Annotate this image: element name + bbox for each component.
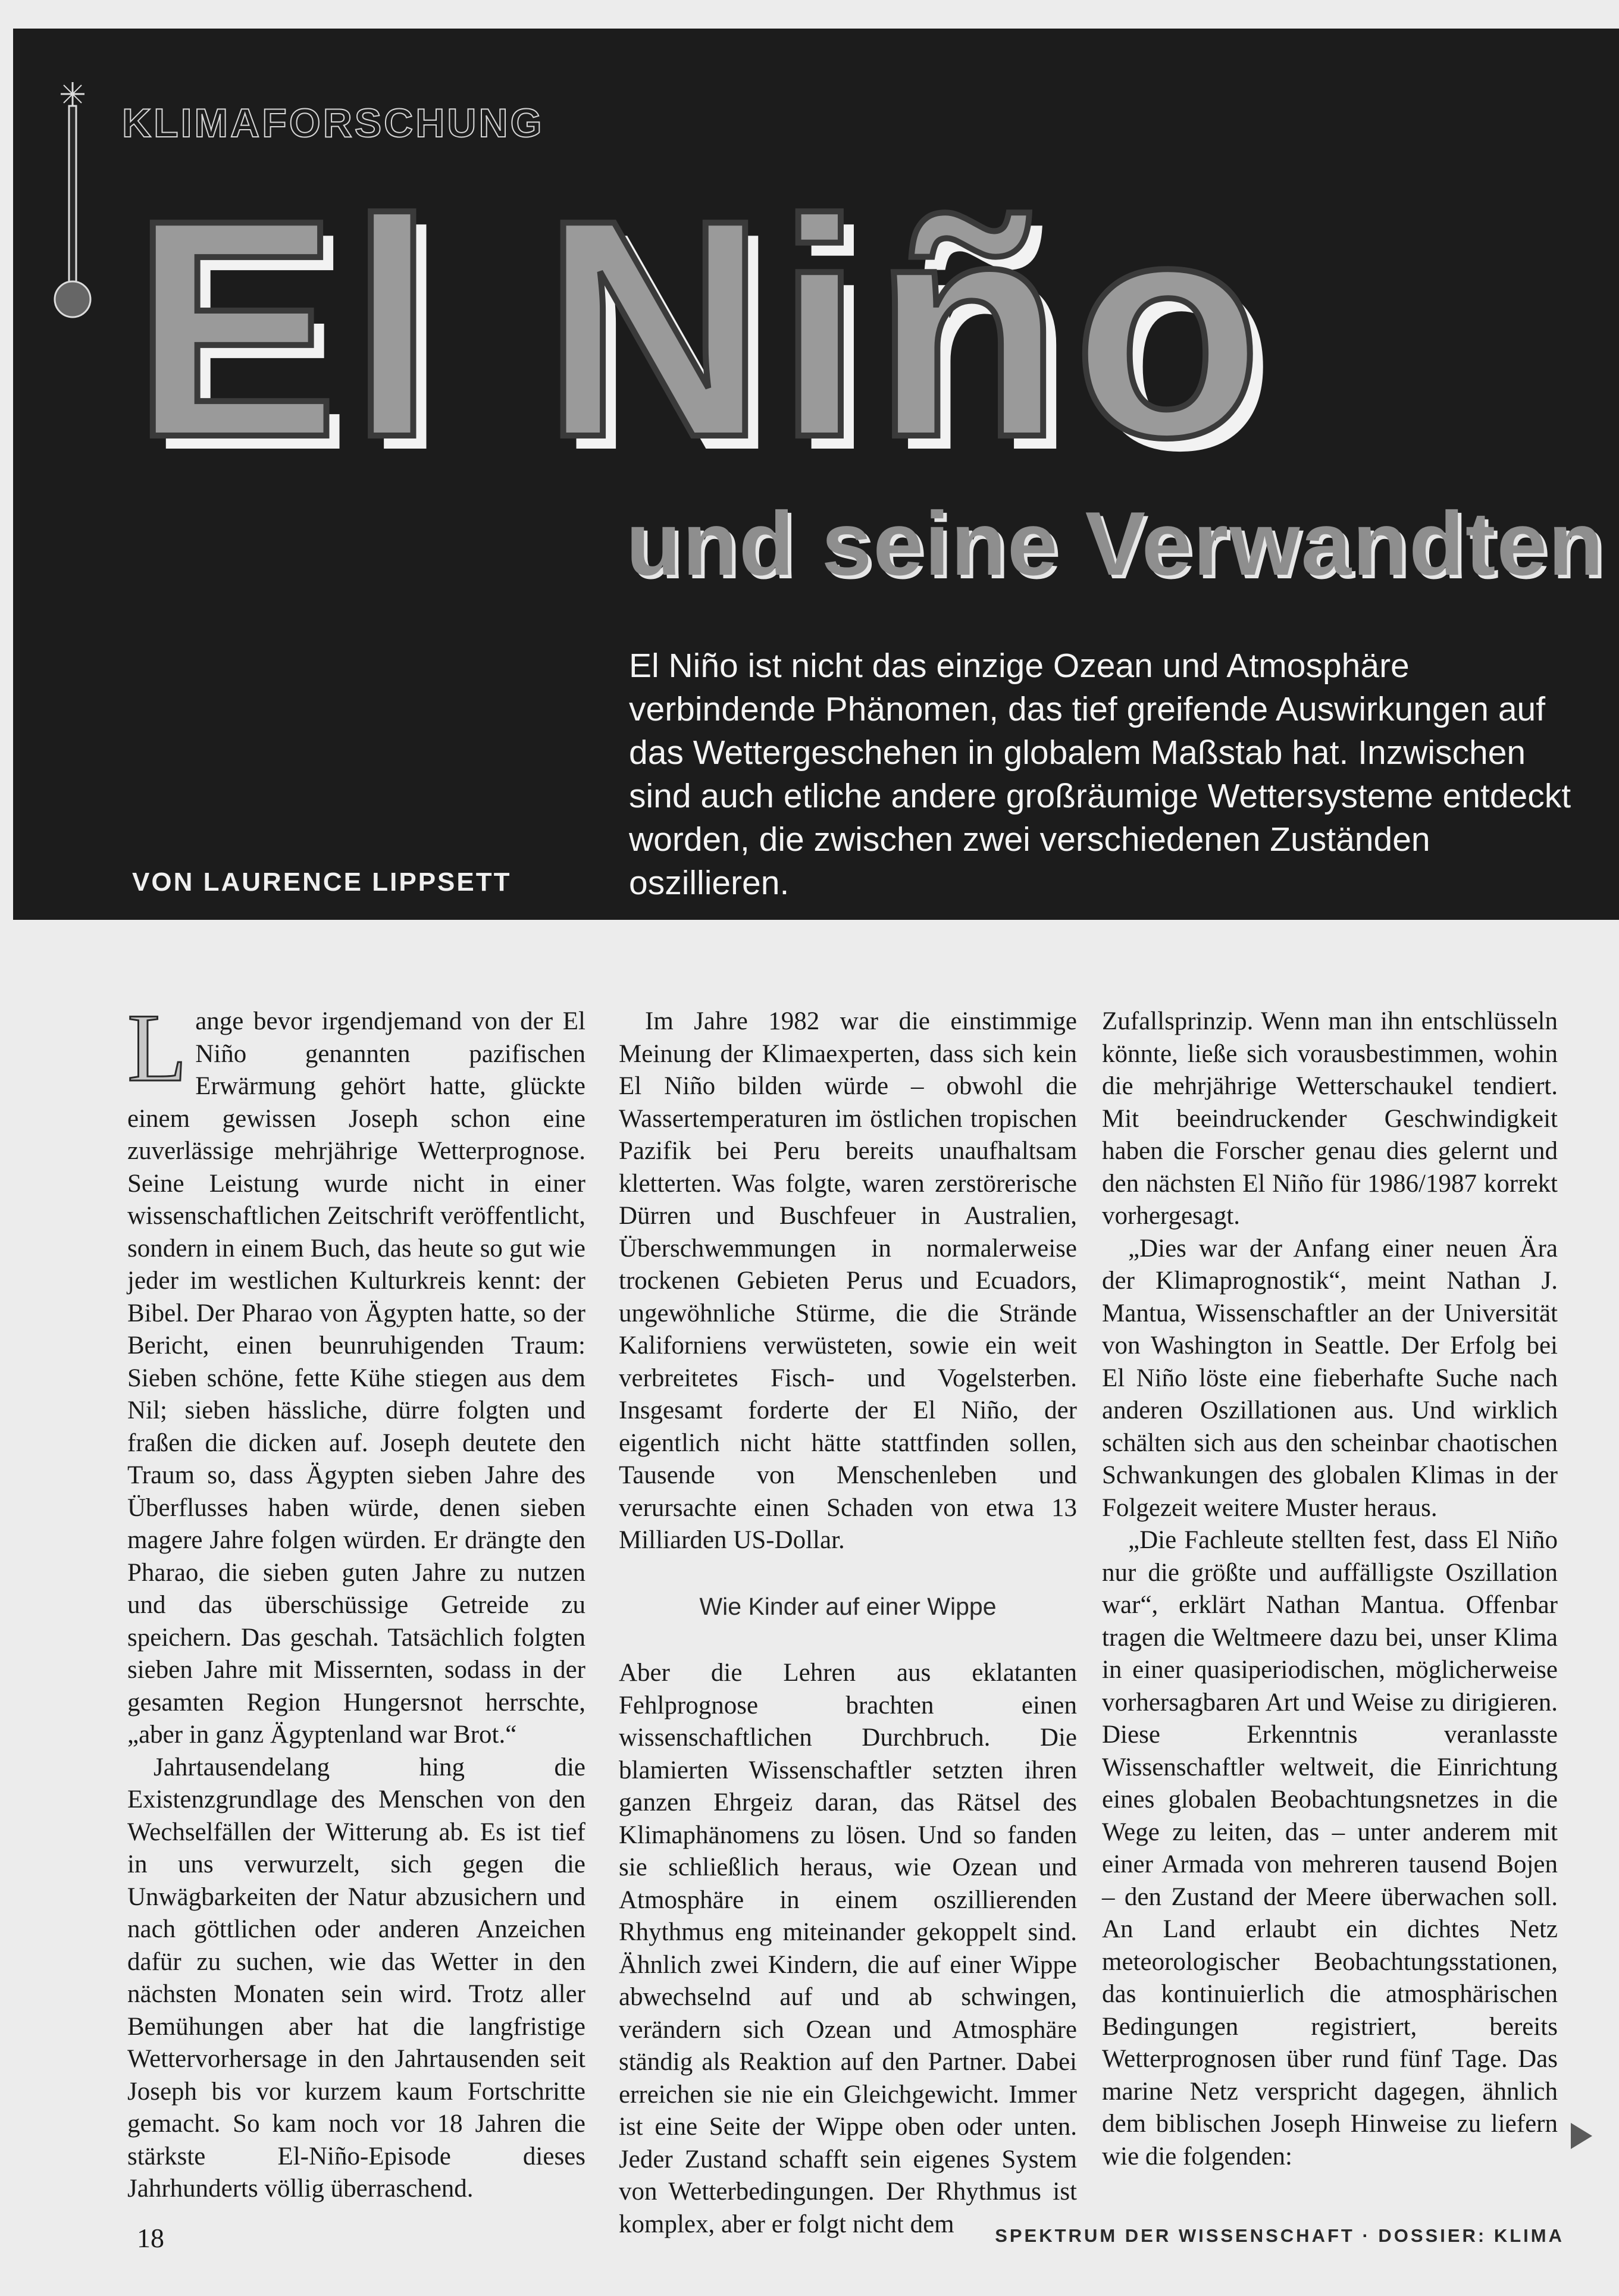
article-column-2 [619, 1006, 1077, 2241]
paragraph: Im Jahre 1982 war die einstimmige Meinung der Klimaexperten, dass sich kein El Niño bilden würde – obwohl die Wassertemperaturen im östlichen tropischen Pazifik bei Peru bereits unaufhaltsam kletterten. Was folgte, waren zerstörerische Dürren und Buschfeuer in Australien, Überschwemmungen in normalerweise trockenen Gebieten Perus und Ecuadors, ungewöhnliche Stürme, die die Strände Kaliforniens verwüsteten, sowie ein weit verbreitetes Fisch- und Vogelsterben. Insgesamt forderte der El Niño, der eigentlich nicht hätte stattfinden sollen, Tausende von Menschenleben und verursachte einen Schaden von etwa 13 Milliarden US-Dollar. [619, 1007, 1077, 1554]
paragraph: „Dies war der Anfang einer neuen Ära der Klimaprognostik“, meint Nathan J. Mantua, Wissenschaftler an der Universität von Washington in Seattle. Der Erfolg bei El Niño löste eine fieberhafte Suche nach anderen Oszillationen aus. Und wirklich schälten sich aus den scheinbar chaotischen Schwankungen des globalen Klimas in der Folgezeit weitere Muster heraus. [1102, 1234, 1558, 1522]
page-number: 18 [137, 2223, 164, 2253]
author-byline: VON LAURENCE LIPPSETT [132, 867, 512, 897]
article-column-1 [127, 994, 585, 2206]
continue-arrow-icon [1571, 2123, 1592, 2149]
section-kicker: KLIMAFORSCHUNG [122, 101, 544, 146]
article-lead: El Niño ist nicht das einzige Ozean und Atmosphäre verbindende Phänomen, das tief greifende Auswirkungen auf das Wettergeschehen in globalem Maßstab hat. Inzwischen sind auch etliche andere großräumige Wettersysteme entdeckt worden, die zwischen zwei verschiedenen Zuständen oszillieren. [629, 647, 1571, 902]
paragraph: Aber die Lehren aus eklatanten Fehlprognose brachten einen wissenschaftlichen Durchbruch. Die blamierten Wissenschaftler setzten ihren ganzen Ehrgeiz daran, das Rätsel des Klimaphänomens zu lösen. Und so fanden sie schließlich heraus, wie Ozean und Atmosphäre in einem oszillierenden Rhythmus eng miteinander gekoppelt sind. Ähnlich zwei Kindern, die auf einer Wippe abwechselnd auf und ab schwingen, verändern sich Ozean und Atmosphäre ständig als Reaktion auf den Partner. Dabei erreichen sie nie ein Gleichgewicht. Immer ist eine Seite der Wippe oben oder unten. Jeder Zustand schafft sein eigenes System von Wetterbedingungen. Der Rhythmus ist komplex, aber er folgt nicht dem [619, 1659, 1077, 2238]
article-header [13, 29, 1619, 920]
paragraph [127, 994, 585, 1752]
paragraph: Zufallsprinzip. Wenn man ihn entschlüsseln könnte, ließe sich vorausbestimmen, wohin die mehrjährige Wetterschaukel tendiert. Mit beeindruckender Geschwindigkeit haben die Forscher genau dies gelernt und den nächsten El Niño für 1986/1987 korrekt vorhergesagt. [1102, 1007, 1558, 1230]
paragraph-text: ange bevor irgendjemand von der El Niño genannten pazifischen Erwärmung gehört hatte, glückte einem gewissen Joseph schon eine zuverlässige mehrjährige Wetterprognose. Seine Leistung wurde nicht in einer wissenschaftlichen Zeitschrift veröffentlicht, sondern in einem Buch, das heute so gut wie jeder im westlichen Kulturkreis kennt: der Bibel. Der Pharao von Ägypten hatte, so der Bericht, einen beunruhigenden Traum: Sieben schöne, fette Kühe stiegen aus dem Nil; sieben hässliche, dürre folgten und fraßen die dicken auf. Joseph deutete den Traum so, dass Ägypten sieben Jahre des Überflusses haben würde, denen sieben magere Jahre folgen würden. Er drängte den Pharao, die sieben guten Jahre zu nutzen und das überschüssige Getreide zu speichern. Das geschah. Tatsächlich folgten sieben Jahre mit Missernten, sodass in der gesamten Region Hungersnot herrschte, „aber in ganz Ägyptenland war Brot.“ [127, 1007, 585, 1749]
paragraph: Jahrtausendelang hing die Existenzgrundlage des Menschen von den Wechselfällen der Witterung ab. Es ist tief in uns verwurzelt, sich gegen die Unwägbarkeiten der Natur abzusichern und nach göttlichen oder anderen Anzeichen dafür zu suchen, wie das Wetter in den nächsten Monaten sein wird. Trotz aller Bemühungen aber hat die langfristige Wettervorhersage in den Jahrtausenden seit Joseph bis vor kurzem kaum Fortschritte gemacht. So kam noch vor 18 Jahren die stärkste El-Niño-Episode dieses Jahrhunderts völlig überraschend. [127, 1753, 585, 2203]
article-subtitle: und seine Verwandten [626, 493, 1605, 594]
section-subheading: Wie Kinder auf einer Wippe [699, 1592, 997, 1620]
drop-cap: L [127, 994, 187, 1102]
article-title: El Niño [132, 156, 1273, 502]
paragraph: „Die Fachleute stellten fest, dass El Niño nur die größte und auffälligste Oszillation war“, erklärt Nathan Mantua. Offenbar tragen die Weltmeere dazu bei, unser Klima in einer quasiperiodischen, möglicherweise vorhersagbaren Art und Weise zu dirigieren. Diese Erkenntnis veranlasste Wissenschaftler weltweit, die Einrichtung eines globalen Beobachtungsnetzes in die Wege zu leiten, das – unter anderem mit einer Armada von mehreren tausend Bojen – den Zustand der Meere überwachen soll. An Land erlaubt ein dichtes Netz meteorologischer Beobachtungsstationen, das kontinuierlich die atmosphärischen Bedingungen registriert, bereits Wetterprognosen über rund fünf Tage. Das marine Netz verspricht dagegen, ähnlich dem biblischen Joseph Hinweise zu liefern wie die folgenden: [1102, 1526, 1558, 2170]
thermometer-ornament-icon [37, 76, 108, 326]
publication-footer: SPEKTRUM DER WISSENSCHAFT · DOSSIER: KLIMA [995, 2225, 1564, 2246]
article-column-3 [1102, 1006, 1558, 2173]
